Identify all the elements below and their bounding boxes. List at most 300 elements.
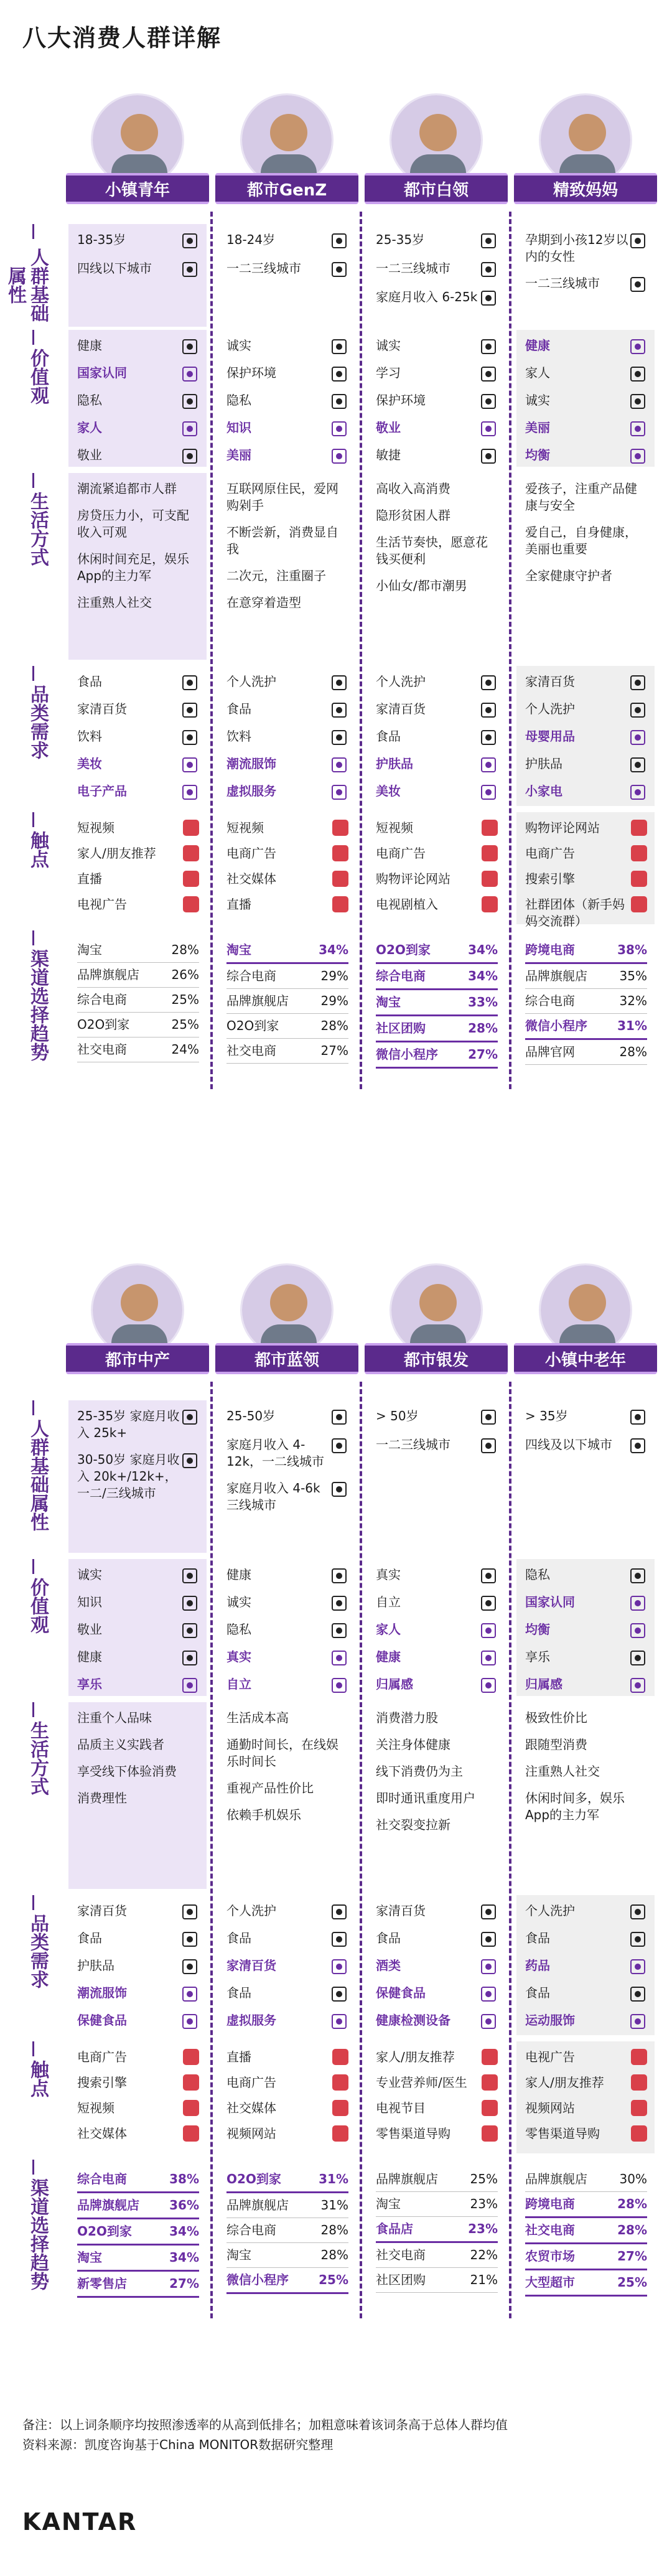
values-cell-1 — [218, 1559, 356, 1696]
category-icon — [330, 337, 348, 356]
touch-item — [226, 2125, 348, 2142]
category-icon — [180, 1649, 199, 1667]
touch-cell-1 — [218, 2041, 356, 2153]
icon-dot — [336, 789, 342, 795]
lifestyle-item — [525, 1763, 647, 1780]
app-logo-icon — [183, 871, 199, 887]
category-icon — [330, 1676, 348, 1695]
page-title: 八大消费人群详解 — [22, 24, 222, 52]
category-text: 潮流服饰 — [77, 1985, 127, 2000]
category-icon — [479, 673, 498, 692]
category-item — [376, 701, 498, 719]
values-cell-2 — [367, 330, 505, 467]
basic-text: 一二三线城市 — [376, 261, 450, 276]
app-logo-square — [332, 820, 348, 836]
row-tick-top — [32, 330, 34, 345]
category-item — [376, 1985, 498, 2003]
category-icon — [180, 2012, 199, 2031]
category-icon — [330, 673, 348, 692]
icon-dot — [635, 1909, 641, 1915]
lifestyle-text: 享受线下体验消费 — [77, 1764, 177, 1779]
app-logo-square — [332, 896, 348, 912]
category-text: 饮料 — [77, 729, 102, 744]
category-icon — [180, 392, 199, 411]
lifestyle-item — [226, 1710, 348, 1726]
touch-cell-0 — [68, 812, 207, 924]
values-text: 国家认同 — [77, 365, 127, 380]
lifestyle-text: 重视产品性价比 — [226, 1781, 314, 1796]
category-icon — [628, 1903, 647, 1921]
basic-cell-3 — [516, 224, 655, 327]
values-text: 均衡 — [525, 447, 550, 462]
persona-name: 都市银发 — [365, 1343, 508, 1374]
lifestyle-text: 极致性价比 — [525, 1710, 587, 1725]
category-cell-1 — [218, 666, 356, 806]
touch-cell-3 — [516, 812, 655, 929]
category-item — [226, 1930, 348, 1949]
channel-row — [376, 2167, 498, 2192]
channel-cell-0 — [68, 2160, 207, 2318]
values-item — [77, 1649, 199, 1667]
category-text: 个人洗护 — [376, 674, 426, 689]
category-item — [525, 1985, 647, 2003]
app-logo-square — [482, 845, 498, 861]
lifestyle-text: 爱孩子，注重产品健康与安全 — [525, 481, 637, 513]
basic-cell-0 — [68, 1400, 207, 1553]
lifestyle-item — [77, 1763, 199, 1780]
icon-dot — [336, 1682, 342, 1688]
row-tick-top — [32, 2160, 34, 2175]
column-separator — [509, 1382, 511, 2318]
icon-dot — [187, 1573, 193, 1579]
icon-dot — [187, 453, 193, 459]
channel-name: 淘宝 — [226, 942, 251, 957]
touch-item — [525, 2049, 647, 2066]
channel-row — [226, 2218, 348, 2243]
lifestyle-text: 互联网原住民，爱网购剁手 — [226, 481, 338, 513]
touch-text: 专业营养师/医生 — [376, 2075, 467, 2090]
channel-pct: 26% — [171, 967, 199, 982]
category-item — [77, 2012, 199, 2031]
channel-pct: 38% — [169, 2171, 199, 2186]
channel-name: 大型超市 — [525, 2275, 575, 2290]
app-logo-square — [183, 820, 199, 836]
channel-row — [77, 988, 199, 1013]
touch-text: 电视广告 — [77, 897, 127, 912]
values-item — [226, 447, 348, 466]
touch-item — [77, 2100, 199, 2117]
category-text: 食品 — [525, 1985, 550, 2000]
touch-item — [525, 820, 647, 836]
category-text: 家清百货 — [77, 701, 127, 716]
category-text: 食品 — [226, 1985, 251, 2000]
touch-item — [376, 871, 498, 888]
category-icon — [479, 392, 498, 411]
values-item — [77, 392, 199, 411]
channel-row — [77, 938, 199, 963]
category-item — [77, 701, 199, 719]
channel-pct: 28% — [617, 2222, 647, 2237]
column-separator — [509, 212, 511, 1089]
icon-dot — [635, 344, 641, 350]
basic-item — [226, 1436, 348, 1470]
icon-dot — [187, 680, 193, 686]
row-label-4 — [17, 2041, 49, 2153]
app-logo-square — [332, 2074, 348, 2091]
values-text: 自立 — [226, 1677, 251, 1692]
values-text: 诚实 — [525, 393, 550, 408]
category-icon — [479, 701, 498, 719]
category-icon — [628, 419, 647, 438]
channel-name: 社交电商 — [77, 1042, 127, 1057]
icon-dot — [187, 1628, 193, 1634]
touch-text: 短视频 — [77, 2101, 114, 2115]
icon-dot — [336, 1573, 342, 1579]
channel-pct: 30% — [619, 2171, 647, 2186]
icon-dot — [635, 762, 641, 768]
app-logo-icon — [482, 845, 498, 861]
channel-row — [226, 989, 348, 1014]
values-item — [525, 365, 647, 383]
values-text: 享乐 — [525, 1649, 550, 1664]
channel-row — [525, 2218, 647, 2244]
channel-name: 综合电商 — [525, 993, 575, 1008]
app-logo-square — [183, 2125, 199, 2142]
channel-row — [525, 938, 647, 964]
icon-dot — [336, 1991, 342, 1997]
category-icon — [330, 783, 348, 802]
category-icon — [479, 1567, 498, 1585]
touch-item — [376, 2100, 498, 2117]
channel-row — [77, 2272, 199, 2298]
icon-dot — [187, 344, 193, 350]
channel-name: O2O到家 — [226, 2171, 281, 2186]
icon-dot — [336, 707, 342, 713]
category-icon — [628, 337, 647, 356]
touch-text: 搜索引擎 — [77, 2075, 127, 2090]
values-text: 家人 — [525, 365, 550, 380]
touch-item — [525, 845, 647, 862]
category-item — [226, 673, 348, 692]
app-logo-square — [631, 871, 647, 887]
category-icon — [628, 673, 647, 692]
icon-dot — [635, 707, 641, 713]
icon-dot — [485, 1682, 492, 1688]
values-item — [525, 1676, 647, 1695]
category-icon — [330, 1649, 348, 1667]
values-text: 国家认同 — [525, 1595, 575, 1609]
touch-text: 家人/朋友推荐 — [77, 846, 156, 861]
channel-name: 社区团购 — [376, 1021, 426, 1036]
category-icon — [479, 1408, 498, 1426]
touch-item — [77, 896, 199, 913]
app-logo-square — [631, 820, 647, 836]
touch-item — [376, 845, 498, 862]
category-icon — [330, 728, 348, 747]
app-logo-square — [482, 820, 498, 836]
values-text: 美丽 — [525, 420, 550, 435]
values-item — [226, 1676, 348, 1695]
icon-dot — [485, 371, 492, 377]
channel-pct: 36% — [169, 2198, 199, 2213]
icon-dot — [485, 1414, 492, 1420]
icon-dot — [635, 1991, 641, 1997]
category-icon — [330, 1594, 348, 1613]
category-text: 食品 — [226, 701, 251, 716]
touch-item — [376, 896, 498, 913]
app-logo-icon — [631, 871, 647, 887]
channel-row — [226, 2243, 348, 2268]
channel-row — [226, 1039, 348, 1064]
category-icon — [180, 1567, 199, 1585]
lifestyle-text: 消费理性 — [77, 1791, 127, 1806]
category-item — [525, 728, 647, 747]
row-label-3 — [17, 1895, 49, 2035]
icon-dot — [187, 1682, 193, 1688]
category-icon — [628, 2012, 647, 2031]
app-logo-icon — [482, 896, 498, 912]
touch-item — [226, 2074, 348, 2091]
category-icon — [628, 1930, 647, 1949]
touch-item — [77, 845, 199, 862]
values-text: 敬业 — [77, 1622, 102, 1637]
channel-row — [525, 989, 647, 1014]
basic-text: 家庭月收入 4-12k，一二线城市 — [226, 1437, 325, 1469]
app-logo-icon — [482, 871, 498, 887]
touch-cell-0 — [68, 2041, 207, 2153]
touch-text: 电商广告 — [376, 846, 426, 861]
lifestyle-text: 休闲时间多，娱乐App的主力军 — [525, 1791, 625, 1822]
icon-dot — [187, 266, 193, 273]
lifestyle-item — [376, 507, 498, 524]
lifestyle-item — [376, 534, 498, 568]
channel-name: 品牌旗舰店 — [77, 967, 139, 982]
channel-row — [376, 1042, 498, 1069]
category-icon — [180, 728, 199, 747]
basic-item — [226, 260, 348, 279]
channel-name: 微信小程序 — [376, 1047, 438, 1062]
category-icon — [628, 1621, 647, 1640]
column-separator — [210, 212, 213, 1089]
touch-item — [376, 2049, 498, 2066]
row-tick-top — [32, 473, 34, 488]
values-item — [77, 365, 199, 383]
category-item — [77, 1985, 199, 2003]
category-item — [226, 1957, 348, 1976]
icon-dot — [336, 762, 342, 768]
touch-text: 电商广告 — [226, 2075, 276, 2090]
channel-row — [376, 1016, 498, 1042]
values-text: 隐私 — [525, 1567, 550, 1582]
category-item — [525, 1903, 647, 1921]
icon-dot — [635, 1414, 641, 1420]
channel-row — [376, 2243, 498, 2268]
basic-text: 25-35岁 家庭月收入 25k+ — [77, 1408, 180, 1440]
icon-dot — [187, 707, 193, 713]
channel-name: 淘宝 — [77, 942, 102, 957]
basic-text: 25-35岁 — [376, 232, 425, 247]
icon-dot — [635, 734, 641, 741]
values-item — [525, 392, 647, 411]
touch-item — [525, 871, 647, 888]
channel-name: 综合电商 — [226, 2222, 276, 2237]
lifestyle-text: 在意穿着造型 — [226, 595, 301, 610]
category-icon — [479, 1436, 498, 1455]
app-logo-square — [332, 2125, 348, 2142]
touch-cell-2 — [367, 812, 505, 924]
channel-name: 淘宝 — [226, 2247, 251, 2262]
category-icon — [479, 756, 498, 774]
values-item — [525, 337, 647, 356]
lifestyle-item — [226, 568, 348, 584]
touch-item — [525, 2074, 647, 2091]
values-item — [525, 419, 647, 438]
channel-name: 社区团购 — [376, 2272, 426, 2287]
category-icon — [180, 1408, 199, 1426]
icon-dot — [485, 789, 492, 795]
channel-row — [376, 2217, 498, 2243]
basic-text: 家庭月收入 6-25k — [376, 289, 478, 304]
category-icon — [479, 447, 498, 466]
channel-row — [525, 2192, 647, 2218]
lifestyle-item — [376, 1817, 498, 1834]
basic-item — [376, 232, 498, 250]
channel-name: 微信小程序 — [226, 2272, 289, 2287]
category-item — [226, 728, 348, 747]
category-item — [376, 1903, 498, 1921]
category-icon — [479, 1676, 498, 1695]
persona-3 — [514, 93, 657, 218]
basic-item — [226, 232, 348, 250]
lifestyle-item — [77, 480, 199, 497]
icon-dot — [485, 453, 492, 459]
touch-text: 家人/朋友推荐 — [376, 2049, 455, 2064]
category-icon — [330, 701, 348, 719]
row-label-0 — [17, 1400, 49, 1553]
values-item — [226, 392, 348, 411]
icon-dot — [187, 1600, 193, 1606]
lifestyle-text: 二次元，注重圈子 — [226, 568, 326, 583]
channel-name: 社交电商 — [525, 2222, 575, 2237]
lifestyle-text: 不断尝新，消费显自我 — [226, 525, 338, 556]
values-cell-0 — [68, 330, 207, 467]
icon-dot — [336, 1964, 342, 1970]
icon-dot — [635, 1600, 641, 1606]
icon-dot — [635, 680, 641, 686]
category-icon — [330, 756, 348, 774]
touch-cell-3 — [516, 2041, 655, 2153]
basic-text: 四线以下城市 — [77, 261, 152, 276]
channel-pct: 22% — [470, 2247, 498, 2262]
lifestyle-item — [376, 480, 498, 497]
app-logo-square — [183, 896, 199, 912]
category-icon — [628, 1649, 647, 1667]
persona-name: 都市白领 — [365, 173, 508, 204]
channel-pct: 35% — [619, 968, 647, 983]
row-label-text: 渠道选择趋势 — [27, 2178, 49, 2290]
category-item — [376, 1957, 498, 1976]
icon-dot — [485, 1655, 492, 1661]
basic-cell-0 — [68, 224, 207, 327]
lifestyle-cell-2 — [367, 473, 505, 660]
channel-name: 品牌旗舰店 — [226, 2198, 289, 2213]
lifestyle-item — [77, 1736, 199, 1753]
channel-cell-2 — [367, 930, 505, 1089]
lifestyle-item — [525, 524, 647, 558]
channel-name: 淘宝 — [376, 2196, 401, 2211]
icon-dot — [485, 1573, 492, 1579]
lifestyle-text: 线下消费仍为主 — [376, 1764, 463, 1779]
lifestyle-item — [525, 568, 647, 584]
category-icon — [330, 1621, 348, 1640]
category-icon — [479, 728, 498, 747]
category-icon — [479, 419, 498, 438]
row-label-text: 价值观 — [27, 349, 49, 405]
app-logo-icon — [482, 2074, 498, 2091]
channel-name: 淘宝 — [376, 995, 401, 1009]
touch-cell-1 — [218, 812, 356, 924]
icon-dot — [187, 1655, 193, 1661]
category-icon — [180, 1594, 199, 1613]
app-logo-icon — [183, 820, 199, 836]
lifestyle-item — [77, 594, 199, 611]
values-item — [376, 337, 498, 356]
category-text: 护肤品 — [376, 756, 413, 771]
touch-text: 视频网站 — [226, 2126, 276, 2141]
values-item — [77, 419, 199, 438]
persona-name: 小镇青年 — [66, 173, 209, 204]
row-tick-top — [32, 812, 34, 827]
channel-row — [525, 2244, 647, 2270]
row-label-5 — [17, 2160, 49, 2318]
persona-3 — [514, 1263, 657, 1388]
category-icon — [330, 1957, 348, 1976]
channel-row — [525, 1040, 647, 1065]
category-icon — [628, 1436, 647, 1455]
category-icon — [479, 783, 498, 802]
category-icon — [330, 1436, 348, 1455]
values-item — [376, 1676, 498, 1695]
lifestyle-item — [376, 578, 498, 594]
icon-dot — [187, 238, 193, 244]
touch-text: 电商广告 — [226, 846, 276, 861]
icon-dot — [485, 238, 492, 244]
values-item — [77, 1621, 199, 1640]
basic-text: > 50岁 — [376, 1408, 419, 1423]
icon-dot — [635, 1682, 641, 1688]
app-logo-square — [631, 2100, 647, 2116]
category-text: 护肤品 — [77, 1958, 114, 1973]
basic-text: 18-24岁 — [226, 232, 276, 247]
values-text: 健康 — [376, 1649, 401, 1664]
category-item — [376, 728, 498, 747]
category-item — [226, 1985, 348, 2003]
category-item — [226, 783, 348, 802]
touch-text: 电视节目 — [376, 2101, 426, 2115]
lifestyle-cell-0 — [68, 473, 207, 660]
channel-pct: 28% — [320, 2247, 348, 2262]
basic-item — [77, 232, 199, 250]
category-icon — [180, 365, 199, 383]
app-logo-icon — [332, 871, 348, 887]
icon-dot — [336, 453, 342, 459]
values-text: 知识 — [77, 1595, 102, 1609]
channel-row — [376, 2192, 498, 2217]
lifestyle-item — [77, 1710, 199, 1726]
row-label-5 — [17, 930, 49, 1089]
category-icon — [479, 1985, 498, 2003]
category-icon — [479, 2012, 498, 2031]
